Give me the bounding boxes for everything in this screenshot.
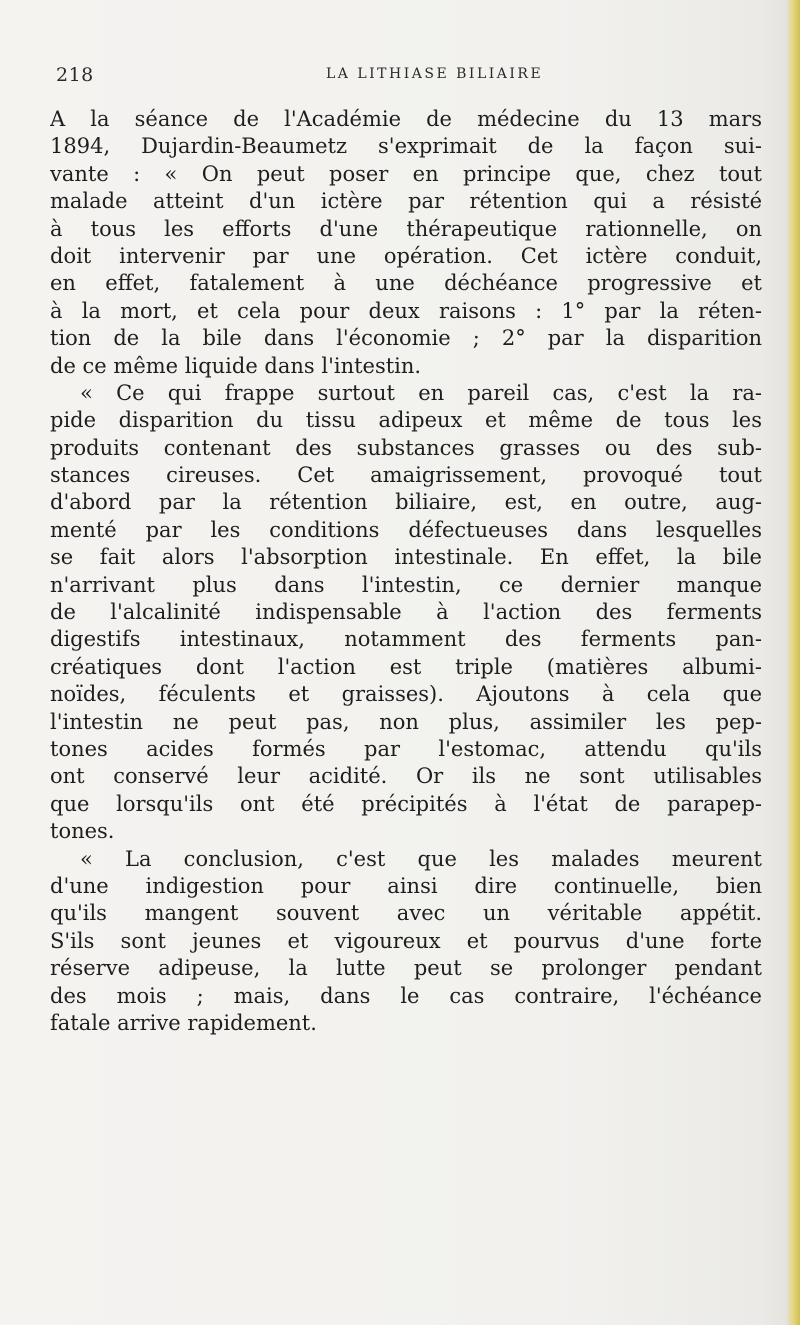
- text-line: « Ce qui frappe surtout en pareil cas, c'est la ra-: [80, 380, 762, 405]
- text-line: S'ils sont jeunes et vigoureux et pourvus d'une forte: [50, 928, 762, 953]
- text-line: A la séance de l'Académie de médecine du 13 mars: [50, 107, 762, 131]
- text-line: réserve adipeuse, la lutte peut se prolonger pendant: [50, 956, 762, 981]
- text-line: l'intestin ne peut pas, non plus, assimiler les pep-: [50, 709, 762, 734]
- page-edge: [786, 0, 800, 1325]
- text-line: à tous les efforts d'une thérapeutique rationnelle, on: [50, 216, 762, 241]
- text-line: d'abord par la rétention biliaire, est, en outre, aug-: [50, 490, 762, 515]
- text-line: tones.: [50, 819, 115, 844]
- page-header: [56, 64, 756, 94]
- text-line: des mois ; mais, dans le cas contraire, l'échéance: [50, 983, 762, 1008]
- text-line: noïdes, féculents et graisses). Ajoutons à cela que: [50, 682, 762, 707]
- text-line: tion de la bile dans l'économie ; 2° par la disparition: [50, 326, 762, 351]
- text-line: digestifs intestinaux, notamment des ferments pan-: [50, 627, 762, 652]
- text-line: malade atteint d'un ictère par rétention qui a résisté: [50, 189, 762, 214]
- text-line: produits contenant des substances grasses ou des sub-: [50, 435, 762, 460]
- text-line: vante : « On peut poser en principe que, chez tout: [50, 161, 762, 186]
- text-line: que lorsqu'ils ont été précipités à l'état de parapep-: [50, 791, 762, 816]
- text-line: pide disparition du tissu adipeux et même de tous les: [50, 408, 762, 433]
- text-line: qu'ils mangent souvent avec un véritable appétit.: [50, 901, 762, 926]
- text-line: stances cireuses. Cet amaigrissement, provoqué tout: [50, 463, 762, 488]
- text-line: de ce même liquide dans l'intestin.: [50, 353, 422, 378]
- text-line: ont conservé leur acidité. Or ils ne sont utilisables: [50, 764, 762, 789]
- text-line: se fait alors l'absorption intestinale. En effet, la bile: [50, 545, 762, 570]
- text-line: tones acides formés par l'estomac, attendu qu'ils: [50, 736, 762, 761]
- text-line: créatiques dont l'action est triple (matières albumi-: [50, 654, 762, 679]
- text-line: en effet, fatalement à une déchéance progressive et: [50, 271, 762, 296]
- text-line: 1894, Dujardin-Beaumetz s'exprimait de la façon sui-: [50, 134, 762, 159]
- page-number: 218: [56, 64, 94, 86]
- text-line: à la mort, et cela pour deux raisons : 1° par la réten-: [50, 298, 762, 323]
- text-line: de l'alcalinité indispensable à l'action des ferments: [50, 600, 762, 625]
- text-line: fatale arrive rapidement.: [50, 1010, 317, 1035]
- running-head: LA LITHIASE BILIAIRE: [326, 66, 544, 82]
- text-line: menté par les conditions défectueuses dans lesquelles: [50, 517, 762, 542]
- text-line: doit intervenir par une opération. Cet ictère conduit,: [50, 243, 762, 268]
- body-text: [50, 106, 762, 1037]
- text-line: « La conclusion, c'est que les malades meurent: [80, 846, 762, 871]
- text-line: n'arrivant plus dans l'intestin, ce dernier manque: [50, 572, 762, 597]
- text-line: d'une indigestion pour ainsi dire continuelle, bien: [50, 873, 762, 898]
